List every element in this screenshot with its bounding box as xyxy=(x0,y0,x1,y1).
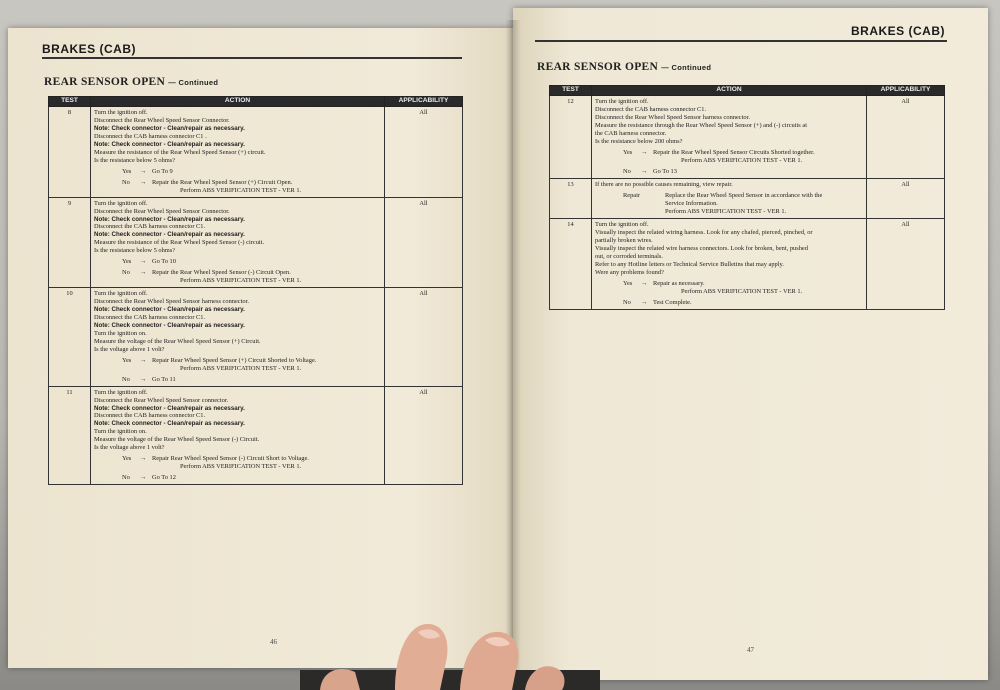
outcome-text: Service Information. xyxy=(665,200,718,207)
outcome-text: Perform ABS VERIFICATION TEST - VER 1. xyxy=(681,288,803,295)
column-action-header: ACTION xyxy=(91,97,385,107)
outcome-line xyxy=(122,474,381,482)
outcome-key: Yes xyxy=(122,356,132,364)
step-line: Disconnect the Rear Wheel Speed Sensor Connector. xyxy=(94,117,230,124)
right-page-number: 47 xyxy=(747,646,754,654)
test-action xyxy=(91,197,385,288)
outcome-line xyxy=(665,200,863,208)
outcome xyxy=(623,280,863,296)
step-line: If there are no possible causes remaining, view repair. xyxy=(595,181,733,188)
test-applicability: All xyxy=(867,219,945,310)
note-line: Note: Check connector - Clean/repair as necessary. xyxy=(94,321,245,329)
note-line: Note: Check connector - Clean/repair as necessary. xyxy=(94,231,245,239)
test-applicability: All xyxy=(867,179,945,219)
outcome-text: Repair the Rear Wheel Speed Sensor Circuits Shorted together. xyxy=(653,149,815,156)
outcome-key: Yes xyxy=(122,258,132,265)
arrow-icon: → xyxy=(140,375,147,383)
step-line: Measure the resistance of the Rear Wheel Speed Sensor (-) circuit. xyxy=(94,239,265,246)
outcome-key: Yes xyxy=(122,167,132,175)
test-row xyxy=(550,219,945,310)
test-action xyxy=(91,107,385,198)
test-row xyxy=(49,386,463,485)
arrow-icon: → xyxy=(641,168,648,175)
test-applicability: All xyxy=(385,107,463,198)
outcome-text: Perform ABS VERIFICATION TEST - VER 1. xyxy=(681,157,803,164)
outcome-line xyxy=(180,187,381,195)
test-applicability: All xyxy=(385,386,463,485)
note-line: Note: Check connector - Clean/repair as necessary. xyxy=(94,140,245,148)
note-line: Note: Check connector - Clean/repair as necessary. xyxy=(94,306,245,313)
outcome-line xyxy=(180,365,381,373)
column-applicability-header: APPLICABILITY xyxy=(867,86,945,96)
step-line: Turn the ignition off. xyxy=(94,199,148,207)
outcome-text: Repair the Rear Wheel Speed Sensor (-) Circuit Open. xyxy=(152,269,291,276)
outcome-key: No xyxy=(122,269,130,276)
note-line: Note: Check connector - Clean/repair as necessary. xyxy=(94,215,245,223)
step-line: the CAB harness connector. xyxy=(595,130,667,137)
outcome-key: Repair xyxy=(623,192,641,199)
outcome-text: Repair Rear Wheel Speed Sensor (+) Circuit Shorted to Voltage. xyxy=(152,356,317,364)
step-line: Disconnect the CAB harness connector C1 . xyxy=(94,132,207,140)
step-line: Disconnect the CAB harness connector C1. xyxy=(94,313,206,321)
test-applicability: All xyxy=(867,96,945,179)
step-line: Turn the ignition off. xyxy=(94,388,148,396)
step-line: Measure the voltage of the Rear Wheel Speed Sensor (+) Circuit. xyxy=(94,337,261,345)
column-applicability-header: APPLICABILITY xyxy=(385,97,463,107)
test-action xyxy=(592,96,867,179)
outcome-text: Repair as necessary. xyxy=(653,280,705,287)
outcome xyxy=(122,258,381,266)
outcome-line xyxy=(665,208,863,216)
outcome-text: Repair the Rear Wheel Speed Sensor (+) Circuit Open. xyxy=(152,178,293,186)
right-section-title-text: REAR SENSOR OPEN xyxy=(537,61,659,73)
arrow-icon: → xyxy=(140,356,147,364)
right-page-header: BRAKES (CAB) xyxy=(851,24,945,38)
right-test-table xyxy=(549,85,945,310)
column-action-header: ACTION xyxy=(592,86,867,96)
outcome-line xyxy=(122,168,381,176)
outcome xyxy=(122,179,381,195)
step-line: Disconnect the CAB harness connector C1. xyxy=(94,412,206,420)
arrow-icon: → xyxy=(140,269,147,276)
step-line: Is the voltage above 1 volt? xyxy=(94,444,165,451)
arrow-icon: → xyxy=(641,280,648,287)
column-test-header: TEST xyxy=(49,97,91,107)
left-page-number: 46 xyxy=(270,638,277,646)
step-line: Disconnect the Rear Wheel Speed Sensor harness connector. xyxy=(94,298,249,305)
test-number: 11 xyxy=(49,386,91,485)
step-line: Turn the ignition on. xyxy=(94,329,147,337)
outcome-line xyxy=(623,149,863,157)
outcome-line xyxy=(180,277,381,285)
outcome-text: Go To 13 xyxy=(653,168,677,175)
outcome-text: Go To 9 xyxy=(152,167,173,175)
outcome xyxy=(623,192,863,216)
left-section-title-text: REAR SENSOR OPEN xyxy=(44,76,166,88)
step-line: Disconnect the Rear Wheel Speed Sensor harness connector. xyxy=(595,114,750,121)
note-line: Note: Check connector - Clean/repair as necessary. xyxy=(94,404,245,412)
test-row xyxy=(49,197,463,288)
test-row xyxy=(49,107,463,198)
test-number: 14 xyxy=(550,219,592,310)
outcome-text: Perform ABS VERIFICATION TEST - VER 1. xyxy=(665,208,787,215)
arrow-icon: → xyxy=(140,474,147,481)
step-line: Disconnect the Rear Wheel Speed Sensor Connector. xyxy=(94,207,230,215)
test-row xyxy=(49,288,463,387)
arrow-icon: → xyxy=(641,149,648,156)
arrow-icon: → xyxy=(140,258,147,265)
outcome-line xyxy=(122,258,381,266)
outcome xyxy=(122,455,381,471)
outcome-line xyxy=(122,376,381,384)
outcome xyxy=(122,168,381,176)
outcome-text: Go To 12 xyxy=(152,474,176,481)
outcome xyxy=(122,269,381,285)
test-number: 12 xyxy=(550,96,592,179)
step-line: Visually inspect the related wiring harness. Look for any chafed, pierced, pinched, or xyxy=(595,229,813,236)
column-test-header: TEST xyxy=(550,86,592,96)
left-test-table xyxy=(48,96,463,485)
step-line: Turn the ignition off. xyxy=(94,290,148,297)
test-action xyxy=(592,219,867,310)
test-action xyxy=(91,288,385,387)
outcome-line xyxy=(122,455,381,463)
test-row xyxy=(550,179,945,219)
outcome-key: Yes xyxy=(623,149,633,156)
right-header-rule xyxy=(535,40,947,42)
step-line: Measure the resistance through the Rear Wheel Speed Sensor (+) and (-) circuits at xyxy=(595,122,807,129)
note-line: Note: Check connector - Clean/repair as necessary. xyxy=(94,420,245,428)
outcome-text: Perform ABS VERIFICATION TEST - VER 1. xyxy=(180,463,302,470)
right-section-title xyxy=(537,61,711,73)
test-action xyxy=(592,179,867,219)
outcome xyxy=(623,168,863,176)
step-line: partially broken wires. xyxy=(595,237,653,244)
step-line: Turn the ignition off. xyxy=(595,98,649,105)
step-line: Is the voltage above 1 volt? xyxy=(94,345,165,353)
test-number: 13 xyxy=(550,179,592,219)
outcome-line xyxy=(122,179,381,187)
step-line: Is the resistance below 5 ohms? xyxy=(94,247,176,254)
outcome-line xyxy=(122,269,381,277)
step-line: Measure the voltage of the Rear Wheel Speed Sensor (-) Circuit. xyxy=(94,436,260,443)
outcome-key: Yes xyxy=(623,280,633,287)
outcome xyxy=(122,376,381,384)
outcome-text: Test Complete. xyxy=(653,299,692,306)
step-line: Disconnect the CAB harness connector C1. xyxy=(595,106,707,113)
left-section-suffix: — Continued xyxy=(168,78,219,87)
outcome-text: Go To 11 xyxy=(152,375,176,383)
outcome xyxy=(122,474,381,482)
test-applicability: All xyxy=(385,288,463,387)
outcome-line xyxy=(623,192,863,200)
step-line: Measure the resistance of the Rear Wheel Speed Sensor (+) circuit. xyxy=(94,148,266,156)
outcome-line xyxy=(681,288,863,296)
outcome-line xyxy=(122,357,381,365)
left-section-title xyxy=(44,76,218,88)
outcome-key: No xyxy=(623,168,631,175)
outcome xyxy=(122,357,381,373)
arrow-icon: → xyxy=(641,299,648,306)
outcome-text: Go To 10 xyxy=(152,258,176,265)
left-page-header: BRAKES (CAB) xyxy=(42,42,136,56)
outcome-key: No xyxy=(122,178,130,186)
step-line: Turn the ignition off. xyxy=(94,109,148,116)
step-line: Disconnect the Rear Wheel Speed Sensor connector. xyxy=(94,396,229,404)
right-page xyxy=(513,8,988,680)
test-action xyxy=(91,386,385,485)
outcome-line xyxy=(623,280,863,288)
outcome-key: No xyxy=(122,474,130,481)
test-number: 8 xyxy=(49,107,91,198)
arrow-icon: → xyxy=(140,455,147,462)
book-spine-shadow xyxy=(505,20,521,680)
test-applicability: All xyxy=(385,197,463,288)
arrow-icon: → xyxy=(140,178,147,186)
arrow-icon: → xyxy=(140,167,147,175)
test-number: 9 xyxy=(49,197,91,288)
step-line: Is the resistance below 200 ohms? xyxy=(595,138,683,145)
step-line: Visually inspect the related wire harness connectors. Look for broken, bent, pushed xyxy=(595,245,808,252)
right-section-suffix: — Continued xyxy=(661,63,712,72)
hand-image xyxy=(300,610,600,690)
outcome-text: Perform ABS VERIFICATION TEST - VER 1. xyxy=(180,186,302,194)
note-line: Note: Check connector - Clean/repair as necessary. xyxy=(94,125,245,132)
outcome xyxy=(623,299,863,307)
outcome-key: Yes xyxy=(122,455,132,462)
step-line: Were any problems found? xyxy=(595,269,664,276)
outcome-line xyxy=(623,168,863,176)
test-number: 10 xyxy=(49,288,91,387)
outcome-line xyxy=(623,299,863,307)
outcome-text: Perform ABS VERIFICATION TEST - VER 1. xyxy=(180,277,302,284)
outcome-text: Replace the Rear Wheel Speed Sensor in accordance with the xyxy=(665,192,823,199)
step-line: Turn the ignition off. xyxy=(595,221,649,228)
outcome-line xyxy=(681,157,863,165)
step-line: Turn the ignition on. xyxy=(94,428,147,435)
outcome-key: No xyxy=(122,375,130,383)
outcome xyxy=(623,149,863,165)
step-line: Refer to any Hotline letters or Technical Service Bulletins that may apply. xyxy=(595,261,784,268)
outcome-line xyxy=(180,463,381,471)
step-line: Is the resistance below 5 ohms? xyxy=(94,156,176,164)
step-line: out, or corroded terminals. xyxy=(595,253,663,260)
step-line: Disconnect the CAB harness connector C1. xyxy=(94,223,206,231)
outcome-text: Perform ABS VERIFICATION TEST - VER 1. xyxy=(180,364,302,372)
outcome-key: No xyxy=(623,299,631,306)
outcome-text: Repair Rear Wheel Speed Sensor (-) Circuit Short to Voltage. xyxy=(152,455,309,462)
left-header-rule xyxy=(42,57,462,59)
left-page xyxy=(8,28,513,668)
test-row xyxy=(550,96,945,179)
